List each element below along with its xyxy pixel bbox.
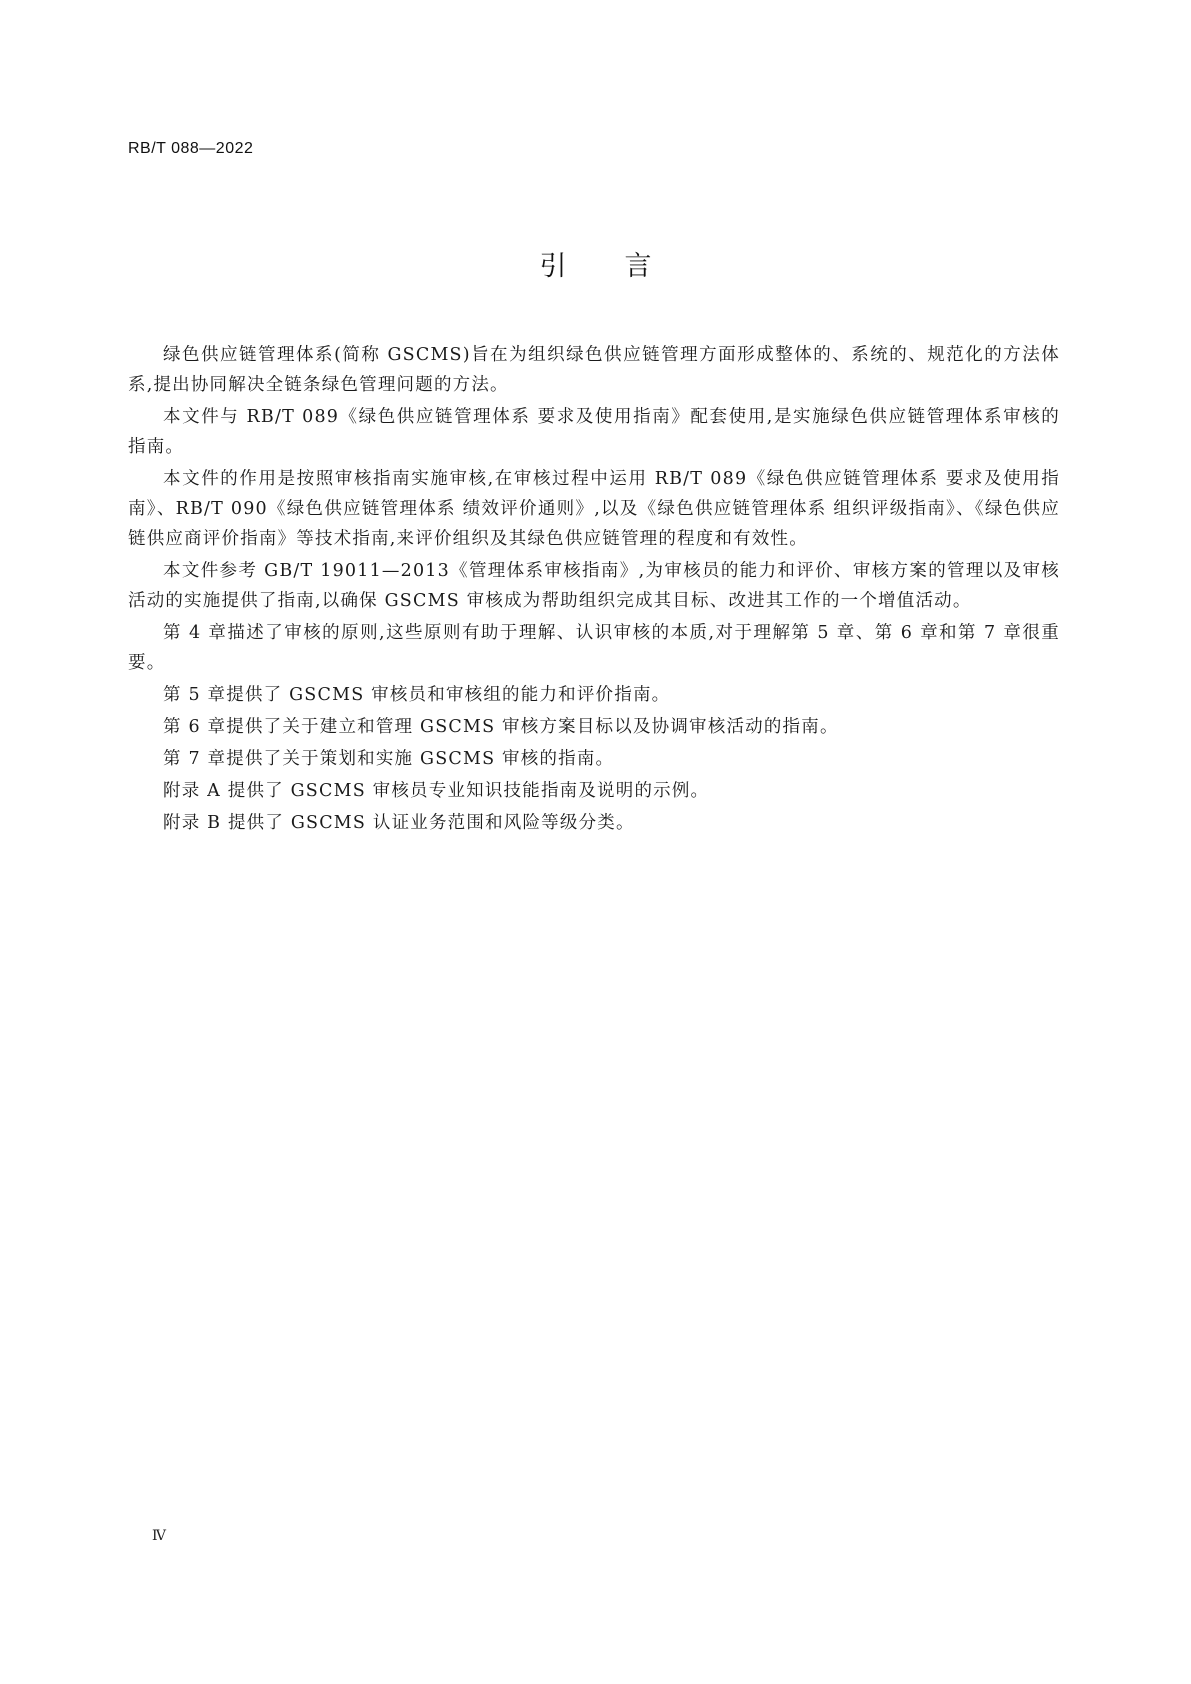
paragraph-1: 绿色供应链管理体系(简称 GSCMS)旨在为组织绿色供应链管理方面形成整体的、系统的、规范化的方法体系,提出协同解决全链条绿色管理问题的方法。 bbox=[128, 345, 1060, 395]
paragraph-2: 本文件与 RB/T 089《绿色供应链管理体系 要求及使用指南》配套使用,是实施绿色供应链管理体系审核的指南。 bbox=[128, 407, 1060, 457]
page-number: Ⅳ bbox=[152, 1528, 166, 1544]
document-code: RB/T 088—2022 bbox=[128, 140, 254, 157]
paragraph-3: 本文件的作用是按照审核指南实施审核,在审核过程中运用 RB/T 089《绿色供应链管理体系 要求及使用指南》、RB/T 090《绿色供应链管理体系 绩效评价通则》,以及《绿色供应链管理体系 组织评级指南》、《绿色供应链供应商评价指南》等技术指南,来评价组织及其绿色供应链管理的程度和有效性。 bbox=[128, 469, 1060, 549]
paragraph-7: 第 6 章提供了关于建立和管理 GSCMS 审核方案目标以及协调审核活动的指南。 bbox=[163, 717, 839, 737]
paragraph-5: 第 4 章描述了审核的原则,这些原则有助于理解、认识审核的本质,对于理解第 5 章、第 6 章和第 7 章很重要。 bbox=[128, 623, 1060, 673]
paragraph-9: 附录 A 提供了 GSCMS 审核员专业知识技能指南及说明的示例。 bbox=[163, 781, 710, 801]
paragraph-10: 附录 B 提供了 GSCMS 认证业务范围和风险等级分类。 bbox=[163, 813, 635, 833]
introduction-body bbox=[128, 340, 1060, 840]
paragraph-4: 本文件参考 GB/T 19011—2013《管理体系审核指南》,为审核员的能力和评价、审核方案的管理以及审核活动的实施提供了指南,以确保 GSCMS 审核成为帮助组织完成其目标、改进其工作的一个增值活动。 bbox=[128, 561, 1060, 611]
paragraph-6: 第 5 章提供了 GSCMS 审核员和审核组的能力和评价指南。 bbox=[163, 685, 671, 705]
paragraph-8: 第 7 章提供了关于策划和实施 GSCMS 审核的指南。 bbox=[163, 749, 615, 769]
page-title: 引言 bbox=[539, 251, 710, 282]
